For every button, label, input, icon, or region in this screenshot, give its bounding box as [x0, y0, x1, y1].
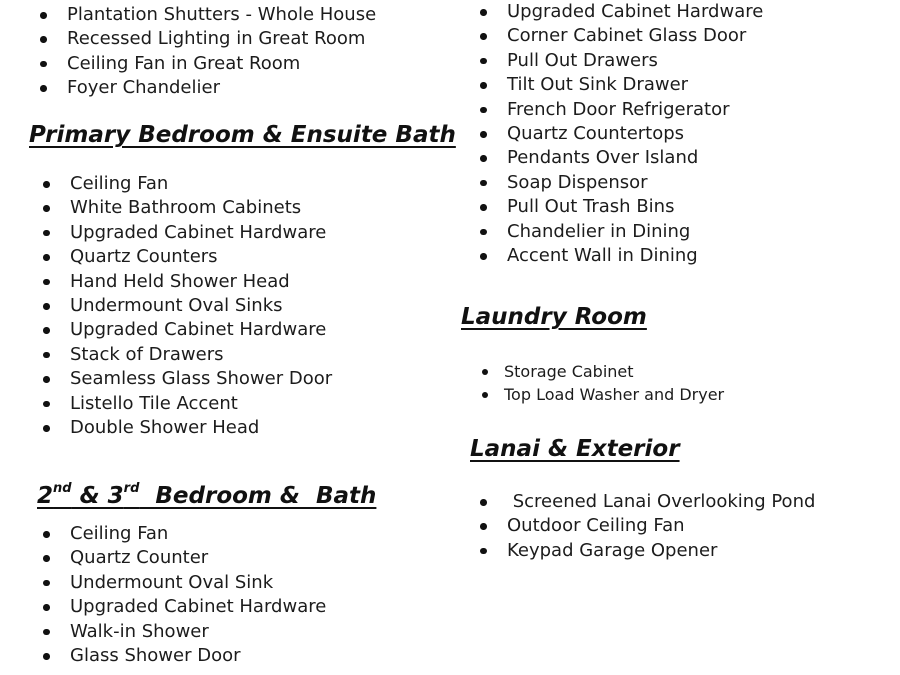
secondary-bedroom-list-wrap — [31, 522, 326, 668]
list-item: Storage Cabinet — [468, 361, 724, 384]
list-item: Screened Lanai Overlooking Pond — [468, 490, 815, 514]
list-item: Upgraded Cabinet Hardware — [468, 0, 763, 24]
section-title: Laundry Room — [461, 304, 647, 330]
list-item: Quartz Countertops — [468, 122, 763, 146]
list-item: Pendants Over Island — [468, 146, 763, 170]
title-superscript: nd — [53, 481, 72, 497]
kitchen-list — [468, 0, 763, 268]
list-item: Top Load Washer and Dryer — [468, 384, 724, 407]
primary-bedroom-section — [29, 120, 456, 150]
list-item: Recessed Lighting in Great Room — [28, 27, 376, 51]
list-item: Double Shower Head — [31, 416, 332, 440]
top-feature-list — [28, 3, 376, 101]
primary-bedroom-list-wrap — [31, 172, 332, 440]
title-part: 2 — [37, 483, 54, 509]
list-item: Pull Out Drawers — [468, 49, 763, 73]
list-item: Chandelier in Dining — [468, 220, 763, 244]
list-item: Seamless Glass Shower Door — [31, 367, 332, 391]
title-part: Bedroom & Bath — [139, 483, 377, 509]
list-item: Stack of Drawers — [31, 343, 332, 367]
list-item: Tilt Out Sink Drawer — [468, 73, 763, 97]
laundry-list-wrap — [468, 361, 724, 406]
list-item: Plantation Shutters - Whole House — [28, 3, 376, 27]
secondary-bedroom-section — [37, 481, 376, 511]
list-item: French Door Refrigerator — [468, 98, 763, 122]
lanai-list — [468, 490, 815, 563]
section-title: Lanai & Exterior — [470, 436, 680, 462]
general-features-list — [28, 3, 376, 101]
section-title — [37, 481, 376, 511]
list-item: Upgraded Cabinet Hardware — [31, 318, 332, 342]
list-item: Hand Held Shower Head — [31, 270, 332, 294]
list-item: Corner Cabinet Glass Door — [468, 24, 763, 48]
list-item: Undermount Oval Sinks — [31, 294, 332, 318]
section-title: Primary Bedroom & Ensuite Bath — [29, 122, 456, 148]
list-item: Undermount Oval Sink — [31, 571, 326, 595]
list-item: Accent Wall in Dining — [468, 244, 763, 268]
list-item: Upgraded Cabinet Hardware — [31, 595, 326, 619]
list-item: Ceiling Fan in Great Room — [28, 52, 376, 76]
kitchen-list-wrap — [468, 0, 763, 268]
list-item: Ceiling Fan — [31, 172, 332, 196]
list-item: Listello Tile Accent — [31, 392, 332, 416]
secondary-bedroom-list — [31, 522, 326, 668]
title-superscript: rd — [123, 481, 140, 497]
list-item: Outdoor Ceiling Fan — [468, 514, 815, 538]
list-item: Pull Out Trash Bins — [468, 195, 763, 219]
list-item: White Bathroom Cabinets — [31, 196, 332, 220]
lanai-section — [470, 434, 680, 464]
list-item: Walk-in Shower — [31, 620, 326, 644]
list-item: Soap Dispensor — [468, 171, 763, 195]
title-part: & 3 — [71, 483, 124, 509]
list-item: Quartz Counter — [31, 546, 326, 570]
list-item: Keypad Garage Opener — [468, 539, 815, 563]
list-item: Ceiling Fan — [31, 522, 326, 546]
lanai-list-wrap — [468, 490, 815, 563]
list-item: Foyer Chandelier — [28, 76, 376, 100]
list-item: Glass Shower Door — [31, 644, 326, 668]
list-item: Quartz Counters — [31, 245, 332, 269]
primary-bedroom-list — [31, 172, 332, 440]
laundry-section — [461, 302, 647, 332]
list-item: Upgraded Cabinet Hardware — [31, 221, 332, 245]
laundry-list — [468, 361, 724, 406]
